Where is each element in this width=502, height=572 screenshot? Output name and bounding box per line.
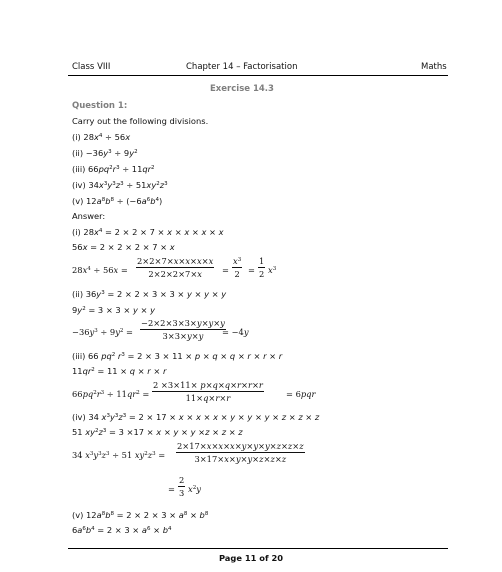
question-label: Question 1: — [72, 101, 128, 111]
exercise-title: Exercise 14.3 — [210, 84, 274, 94]
part-i-label: (i) — [72, 132, 81, 142]
instruction-text: Carry out the following divisions. — [72, 116, 209, 126]
answer-iv-label: (iv) — [72, 412, 86, 422]
answer-i-label: (i) — [72, 227, 81, 237]
answer-iii-label: (iii) — [72, 351, 86, 361]
answer-v-line-1: (v) $12a^8b^8 = 2 \times 2 \times 3 \times a^8 \times b^8$ — [72, 510, 209, 520]
answer-iii-line-1: (iii) 66 $pq^2$ $r^3 = 2 \times 3 \times 11 \times p \times q \times q \times r \times r \times r$ — [72, 351, 283, 361]
answer-iv-line-2: 51 $xy^2z^3 = 3 \times 17 \times x \times y \times y \times z \times z \times z$ — [72, 427, 243, 437]
answer-ii-label: (ii) — [72, 289, 84, 299]
question-part-i: (i) $28x^4 \div 56x$ — [72, 132, 131, 142]
answer-iv-line-1: (iv) 34 $x^3y^3z^3 = 2 \times 17 \times x \times x \times x \times y \times y \times y \times z \times z \times z$ — [72, 412, 320, 422]
question-part-v: (v) $12a^8b^8 \div (-6a^6b^4)$ — [72, 196, 163, 206]
header-chapter: Chapter 14 – Factorisation — [186, 62, 298, 72]
question-part-ii: $(ii) -36y^3 \div 9y^2$ — [72, 148, 138, 158]
answer-label: Answer: — [72, 211, 106, 221]
page-number: Page 11 of 20 — [218, 553, 284, 563]
part-ii-label: (ii) — [72, 148, 84, 158]
answer-i-line-2: 56x = 2 × 2 × 2 × 7 × x — [72, 242, 175, 252]
answer-v-line-2: $6a^6b^4 = 2 \times 3 \times a^6 \times b^4$ — [72, 525, 172, 535]
answer-i-equation: $28x^4 \div 56x$ = $\frac{2\times 2\times 7\times x\times x\times x\times x}{2\times 2\times 2\times 7\times x}$ = $\frac{x^3}{2}$ = $\frac{1}{2}$ $x^3$ — [72, 256, 277, 279]
answer-ii-line-2: $9y^2 = 3 \times 3 \times y \times y$ — [72, 305, 156, 315]
answer-i-line-1: (i) $28x^4 = 2 \times 2 \times 7 \times x \times x \times x \times x$ — [72, 227, 224, 237]
answer-iv-equation: 34 $x^3y^3z^3 \div 51$ $xy^2z^3$ = $\frac{2\times 17\times x\times x\times x\times y\times y\times y\times z\times z\times z}{3\times 17\times x\times y\times y\times z\times z\times z}$ — [72, 441, 304, 464]
answer-ii-equation: $-36y^3 \div 9y^2$ = $\frac{-2\times 2\times 3\times 3\times y\times y\times y}{3\times 3\times y\times y}$ = −4y — [72, 318, 249, 341]
answer-iii-equation: $66pq^2r^3 \div 11qr^2$ = $\frac{2 \times 3\times 11\times p\times q\times q\times r\times r\times r}{11\times q\times r\times r}$ = 6pqr — [72, 380, 316, 403]
header-divider — [68, 75, 448, 76]
part-iii-label: (iii) — [72, 164, 86, 174]
header-subject: Maths — [421, 62, 447, 72]
header-class: Class VIII — [72, 62, 111, 72]
question-part-iii: (iii) $66pq^2r^3 \div 11qr^2$ — [72, 164, 155, 174]
answer-v-label: (v) — [72, 510, 84, 520]
answer-iii-line-2: $11qr^2 = 11 \times q \times r \times r$ — [72, 366, 167, 376]
answer-iv-result: = $\frac{2}{3}$ $x^2y$ — [168, 475, 201, 498]
answer-ii-line-1: (ii) $36y^3 = 2 \times 2 \times 3 \times 3 \times y \times y \times y$ — [72, 289, 227, 299]
part-iv-label: (iv) — [72, 180, 86, 190]
part-v-label: (v) — [72, 196, 84, 206]
question-part-iv: (iv) $34x^3y^3z^3 \div 51xy^2z^3$ — [72, 180, 168, 190]
footer-divider — [68, 548, 448, 549]
